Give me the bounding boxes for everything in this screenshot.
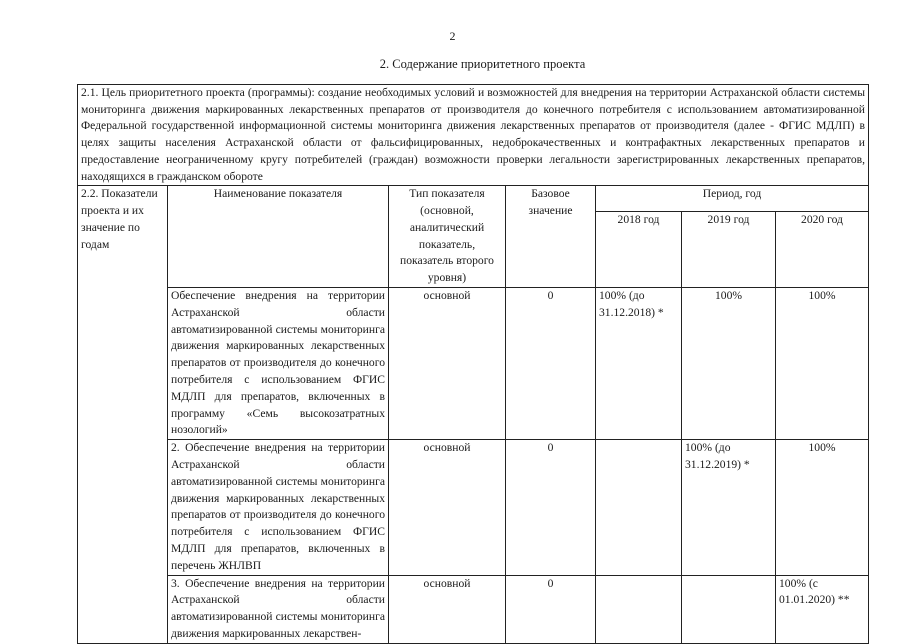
header-base-value: Базовое значение (506, 186, 596, 288)
value-2020: 100% (с 01.01.2020) ** (776, 575, 869, 643)
value-2020: 100% (776, 440, 869, 575)
project-goal-text: 2.1. Цель приоритетного проекта (программы): создание необходимых условий и возможностей для внедрения на территории Астраханской области системы мониторинга движения маркированных лекарственных препаратов от производителя до конечного потребителя с использованием автоматизированной Федеральной государственной информационной системы мониторинга движения лекарственных препаратов от производителя (далее - ФГИС МДЛП) в целях защиты населения Астраханской области от фальсифицированных, недоброкачественных и контрафактных лекарственных препаратов и предоставление неограниченному кругу потребителей (граждан) возможности проверки легальности зарегистрированных лекарственных препаратов, находящихся в гражданском обороте (78, 85, 869, 186)
goal-row (78, 85, 869, 186)
value-2018 (596, 440, 682, 575)
header-indicator-name: Наименование показателя (168, 186, 389, 288)
table-row (78, 575, 869, 643)
base-value: 0 (506, 575, 596, 643)
header-year-2019: 2019 год (682, 211, 776, 287)
value-2019: 100% (до 31.12.2019) * (682, 440, 776, 575)
indicator-name: 3. Обеспечение внедрения на территории Астраханской области автоматизированной системы мониторинга движения маркированных лекарствен- (168, 575, 389, 643)
value-2018 (596, 575, 682, 643)
value-2020: 100% (776, 288, 869, 440)
project-content-table (77, 84, 869, 644)
value-2018: 100% (до 31.12.2018) * (596, 288, 682, 440)
value-2019 (682, 575, 776, 643)
value-2019: 100% (682, 288, 776, 440)
section-title: 2. Содержание приоритетного проекта (379, 57, 586, 71)
table-row (78, 440, 869, 575)
indicator-name: 2. Обеспечение внедрения на территории Астраханской области автоматизированной системы мониторинга движения маркированных лекарственных препаратов от производителя до конечного потребителя с использованием ФГИС МДЛП для препаратов, включенных в перечень ЖНЛВП (168, 440, 389, 575)
indicator-name: Обеспечение внедрения на территории Астраханской области автоматизированной системы мониторинга движения маркированных лекарственных препаратов от производителя до конечного потребителя с использованием ФГИС МДЛП для препаратов, включенных в программу «Семь высокозатратных нозологий» (168, 288, 389, 440)
header-indicator-type: Тип показателя (основной, аналитический показатель, показатель второго уровня) (389, 186, 506, 288)
indicator-type: основной (389, 575, 506, 643)
header-year-2020: 2020 год (776, 211, 869, 287)
header-year-2018: 2018 год (596, 211, 682, 287)
indicators-side-label: 2.2. Показатели проекта и их значение по годам (78, 186, 168, 644)
header-period: Период, год (596, 186, 869, 212)
base-value: 0 (506, 440, 596, 575)
indicator-type: основной (389, 440, 506, 575)
indicator-type: основной (389, 288, 506, 440)
page-number: 2 (449, 29, 456, 43)
base-value: 0 (506, 288, 596, 440)
header-row (78, 186, 869, 212)
table-row (78, 288, 869, 440)
